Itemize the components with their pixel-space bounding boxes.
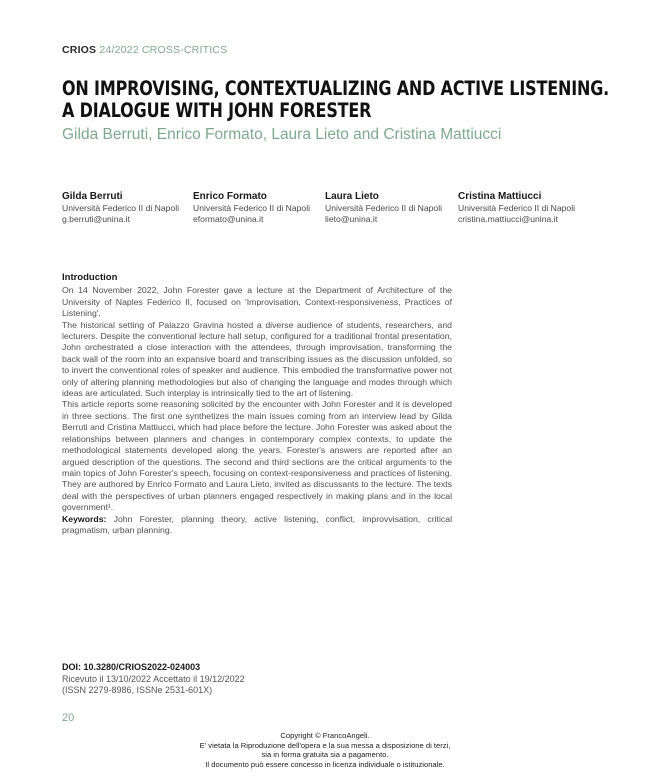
copyright-line: E' vietata la Riproduzione dell'opera e la sua messa a disposizione di terzi, [199,740,451,750]
copyright-notice [180,731,470,769]
copyright-line: sia in forma gratuita sia a pagamento. [261,750,389,760]
title-line-1: ON IMPROVISING, CONTEXTUALIZING AND ACTIVE LISTENING. [62,77,610,100]
author-name: Laura Lieto [325,191,379,202]
author-block [458,191,598,225]
author-name: Cristina Mattiucci [458,191,542,202]
copyright-line: Il documento può essere concesso in licenza individuale o istituzionale. [205,759,445,769]
author-email[interactable]: g.berruti@unina.it [62,214,130,224]
journal-header [62,44,227,56]
keywords [62,514,452,537]
author-affiliation: Università Federico II di Napoli [325,203,443,213]
author-email[interactable]: eformato@unina.it [193,214,264,224]
section-heading: Introduction [62,272,118,283]
author-affiliation: Università Federico II di Napoli [62,203,180,213]
author-block [325,191,465,225]
body-paragraph: On 14 November 2022, John Forester gave a lecture at the Department of Architecture of the University of Naples Federico II, focused on 'Improvisation, Context-responsiveness, Practices of Listening'. [62,285,452,319]
author-block [62,191,202,225]
copyright-line: Copyright © FrancoAngeli. [280,731,370,740]
keywords-label: Keywords: [62,513,107,524]
author-email[interactable]: cristina.mattiucci@unina.it [458,214,558,224]
author-byline: Gilda Berruti, Enrico Formato, Laura Lieto and Cristina Mattiucci [62,126,502,143]
author-block [193,191,333,225]
article-meta [62,662,245,697]
introduction-section [62,272,452,536]
author-name: Enrico Formato [193,191,267,202]
body-paragraph: The historical setting of Palazzo Gravina hosted a diverse audience of students, researchers, and lecturers. Despite the conventional lecture hall setup, configured for a traditional frontal presentation, John orchestrated a close interaction with the attendees, through improvisation, transforming the back wall of the room into an expansive board and transcribing issues as the discussion unfolded, so to invert the conventional roles of speaker and audience. This embodied the transformative power not only of altering planning methodologies but also of changing the language and modes through which ideas are articulated. Such interplay is intrinsically tied to the art of listening. [62,319,452,399]
doi[interactable]: DOI: 10.3280/CRIOS2022-024003 [62,662,201,672]
body-paragraph: This article reports some reasoning solicited by the encounter with John Forester and it is developed in three sections. The first one synthetizes the main issues coming from an interview lead by Gilda Berruti and Cristina Mattiucci, which had place before the lecture. John Forester was asked about the relationships between planners and changes in contemporary complex contexts, to update the methodological statements developed along the years. Forester's answers are reported after an argued description of the questions. The second and third sections are the critical arguments to the main topics of John Forester's speech, focusing on context-responsiveness and practices of listening. They are authored by Enrico Formato and Laura Lieto, invited as discussants to the lecture. The texts deal with the perspectives of urban planners engaged respectively in making plans and in the local government¹. [62,399,452,513]
received-accepted: Ricevuto il 13/10/2022 Accettato il 19/12/2022 [62,673,245,684]
page-number: 20 [62,712,75,724]
author-email[interactable]: lieto@unina.it [325,214,378,224]
title-line-2: A DIALOGUE WITH JOHN FORESTER [62,99,372,122]
journal-name: CRIOS [62,44,97,56]
author-affiliation: Università Federico II di Napoli [193,203,311,213]
journal-section: CROSS-CRITICS [141,44,228,56]
journal-issue: 24/2022 [96,44,142,56]
author-affiliation: Università Federico II di Napoli [458,203,576,213]
article-title [62,77,610,122]
issn: (ISSN 2279-8986, ISSNe 2531-601X) [62,685,213,696]
keywords-text: John Forester, planning theory, active listening, conflict, improvvisation, critical pragmatism, urban planning. [62,513,452,535]
author-name: Gilda Berruti [62,191,123,202]
